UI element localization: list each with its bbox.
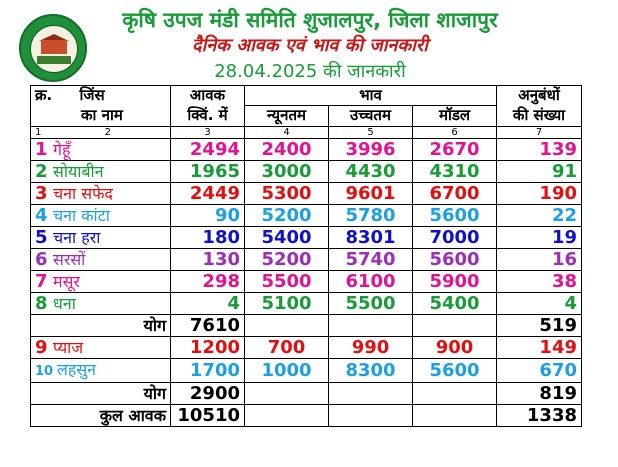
modal-price-value: 900 bbox=[413, 337, 497, 359]
logo-building bbox=[41, 40, 67, 54]
arrival-value: 4 bbox=[171, 293, 245, 315]
logo-emblem bbox=[30, 25, 78, 73]
header-arrival-1: आवक bbox=[171, 86, 245, 106]
table-row bbox=[31, 337, 582, 359]
modal-price-value: 5600 bbox=[413, 249, 497, 271]
arrival-value: 1700 bbox=[171, 359, 245, 383]
subtotal-row-2-contracts: 819 bbox=[497, 383, 582, 405]
logo-ground bbox=[37, 56, 71, 64]
subtotal-row-1 bbox=[31, 315, 582, 337]
col-number-6: 6 bbox=[413, 127, 497, 139]
max-price-value: 6100 bbox=[329, 271, 413, 293]
grand-total-row-arrival: 10510 bbox=[171, 405, 245, 427]
max-price-value: 9601 bbox=[329, 183, 413, 205]
max-price-value: 990 bbox=[329, 337, 413, 359]
header-row-2 bbox=[31, 105, 582, 127]
max-price-value: 5500 bbox=[329, 293, 413, 315]
min-price-value: 5200 bbox=[245, 249, 329, 271]
commodity-name: गेहूँ bbox=[53, 140, 71, 159]
header-name-1: जिंस bbox=[79, 86, 105, 104]
arrival-value: 90 bbox=[171, 205, 245, 227]
subtotal-row-1-modal-empty bbox=[413, 315, 497, 337]
min-price-value: 5400 bbox=[245, 227, 329, 249]
table-row bbox=[31, 359, 582, 383]
min-price-value: 2400 bbox=[245, 139, 329, 161]
serial-number: 1 bbox=[35, 139, 48, 160]
max-price-value: 5780 bbox=[329, 205, 413, 227]
arrival-value: 1200 bbox=[171, 337, 245, 359]
header-price: भाव bbox=[245, 86, 497, 106]
header-min: न्यूनतम bbox=[245, 105, 329, 127]
subtotal-row-2-max-empty bbox=[329, 383, 413, 405]
table-row bbox=[31, 183, 582, 205]
grand-total-row-modal-empty bbox=[413, 405, 497, 427]
table-row bbox=[31, 271, 582, 293]
table-row bbox=[31, 205, 582, 227]
subtotal-row-2 bbox=[31, 383, 582, 405]
max-price-value: 3996 bbox=[329, 139, 413, 161]
commodity-cell bbox=[31, 249, 171, 271]
header-row-1 bbox=[31, 86, 582, 106]
commodity-name: चना सफेद bbox=[53, 184, 113, 203]
header-modal: मॉडल bbox=[413, 105, 497, 127]
table-row bbox=[31, 139, 582, 161]
arrival-value: 2449 bbox=[171, 183, 245, 205]
subtotal-row-2-label: योग bbox=[31, 383, 171, 405]
min-price-value: 5500 bbox=[245, 271, 329, 293]
commodity-name: सोयाबीन bbox=[53, 162, 104, 181]
arrival-value: 180 bbox=[171, 227, 245, 249]
col-number-7: 7 bbox=[497, 127, 582, 139]
header-sno-name bbox=[31, 86, 171, 106]
table-row bbox=[31, 293, 582, 315]
col-number-1: 1 bbox=[35, 127, 42, 138]
subtotal-row-1-min-empty bbox=[245, 315, 329, 337]
grand-total-row-max-empty bbox=[329, 405, 413, 427]
min-price-value: 5300 bbox=[245, 183, 329, 205]
col-number-5: 5 bbox=[329, 127, 413, 139]
min-price-value: 5200 bbox=[245, 205, 329, 227]
col-number-2: 2 bbox=[104, 127, 111, 138]
commodity-name: मसूर bbox=[53, 272, 80, 291]
commodity-cell bbox=[31, 227, 171, 249]
serial-number: 9 bbox=[35, 337, 48, 358]
table-row bbox=[31, 249, 582, 271]
commodity-name: चना हरा bbox=[53, 228, 101, 247]
commodity-cell bbox=[31, 293, 171, 315]
modal-price-value: 6700 bbox=[413, 183, 497, 205]
contracts-value: 19 bbox=[497, 227, 582, 249]
contracts-value: 4 bbox=[497, 293, 582, 315]
commodity-cell bbox=[31, 139, 171, 161]
max-price-value: 4430 bbox=[329, 161, 413, 183]
subtotal-row-1-arrival: 7610 bbox=[171, 315, 245, 337]
modal-price-value: 5400 bbox=[413, 293, 497, 315]
contracts-value: 16 bbox=[497, 249, 582, 271]
subtotal-row-1-label: योग bbox=[31, 315, 171, 337]
serial-number: 3 bbox=[35, 183, 48, 204]
modal-price-value: 4310 bbox=[413, 161, 497, 183]
grand-total-row-min-empty bbox=[245, 405, 329, 427]
grand-total-row-contracts: 1338 bbox=[497, 405, 582, 427]
commodity-cell bbox=[31, 161, 171, 183]
commodity-name: प्याज bbox=[53, 338, 84, 357]
modal-price-value: 5900 bbox=[413, 271, 497, 293]
min-price-value: 1000 bbox=[245, 359, 329, 383]
header-arrival-2: क्विं. में bbox=[171, 105, 245, 127]
commodity-cell bbox=[31, 183, 171, 205]
grand-total-row-label: कुल आवक bbox=[31, 405, 171, 427]
committee-title: कृषि उपज मंडी समिति शुजालपुर, जिला शाजापुर bbox=[122, 8, 498, 32]
serial-number: 2 bbox=[35, 161, 48, 182]
serial-number: 7 bbox=[35, 271, 48, 292]
min-price-value: 5100 bbox=[245, 293, 329, 315]
max-price-value: 8300 bbox=[329, 359, 413, 383]
commodity-name: लहसुन bbox=[57, 360, 97, 379]
min-price-value: 700 bbox=[245, 337, 329, 359]
report-date: 28.04.2025 की जानकारी bbox=[214, 61, 406, 82]
commodity-cell bbox=[31, 271, 171, 293]
arrival-value: 130 bbox=[171, 249, 245, 271]
contracts-value: 149 bbox=[497, 337, 582, 359]
column-number-row bbox=[31, 127, 582, 139]
max-price-value: 5740 bbox=[329, 249, 413, 271]
subtotal-row-1-contracts: 519 bbox=[497, 315, 582, 337]
max-price-value: 8301 bbox=[329, 227, 413, 249]
serial-number: 5 bbox=[35, 227, 48, 248]
serial-number: 10 bbox=[35, 364, 54, 379]
modal-price-value: 7000 bbox=[413, 227, 497, 249]
table-row bbox=[31, 227, 582, 249]
report-subtitle: दैनिक आवक एवं भाव की जानकारी bbox=[192, 35, 428, 56]
subtotal-row-1-max-empty bbox=[329, 315, 413, 337]
serial-number: 8 bbox=[35, 293, 48, 314]
commodity-cell bbox=[31, 359, 171, 383]
min-price-value: 3000 bbox=[245, 161, 329, 183]
commodity-cell bbox=[31, 205, 171, 227]
table-row bbox=[31, 161, 582, 183]
header-contracts-1: अनुबंधों bbox=[497, 86, 582, 106]
header-contracts-2: की संख्या bbox=[497, 105, 582, 127]
contracts-value: 139 bbox=[497, 139, 582, 161]
commodity-cell bbox=[31, 337, 171, 359]
grand-total-row bbox=[31, 405, 582, 427]
contracts-value: 91 bbox=[497, 161, 582, 183]
arrival-value: 1965 bbox=[171, 161, 245, 183]
commodity-name: सरसों bbox=[53, 250, 86, 269]
arrival-price-table bbox=[30, 85, 582, 427]
contracts-value: 22 bbox=[497, 205, 582, 227]
modal-price-value: 5600 bbox=[413, 205, 497, 227]
col-number-1-2 bbox=[31, 127, 171, 139]
modal-price-value: 2670 bbox=[413, 139, 497, 161]
arrival-value: 2494 bbox=[171, 139, 245, 161]
subtotal-row-2-min-empty bbox=[245, 383, 329, 405]
commodity-name: धना bbox=[53, 294, 76, 313]
contracts-value: 670 bbox=[497, 359, 582, 383]
mandi-logo bbox=[19, 14, 87, 82]
header-name-2: का नाम bbox=[31, 105, 171, 127]
col-number-3: 3 bbox=[171, 127, 245, 139]
modal-price-value: 5600 bbox=[413, 359, 497, 383]
subtotal-row-2-arrival: 2900 bbox=[171, 383, 245, 405]
serial-number: 6 bbox=[35, 249, 48, 270]
serial-number: 4 bbox=[35, 205, 48, 226]
contracts-value: 190 bbox=[497, 183, 582, 205]
commodity-name: चना कांटा bbox=[53, 206, 110, 225]
subtotal-row-2-modal-empty bbox=[413, 383, 497, 405]
header-max: उच्चतम bbox=[329, 105, 413, 127]
header-sno: क्र. bbox=[35, 86, 53, 104]
contracts-value: 38 bbox=[497, 271, 582, 293]
col-number-4: 4 bbox=[245, 127, 329, 139]
arrival-value: 298 bbox=[171, 271, 245, 293]
